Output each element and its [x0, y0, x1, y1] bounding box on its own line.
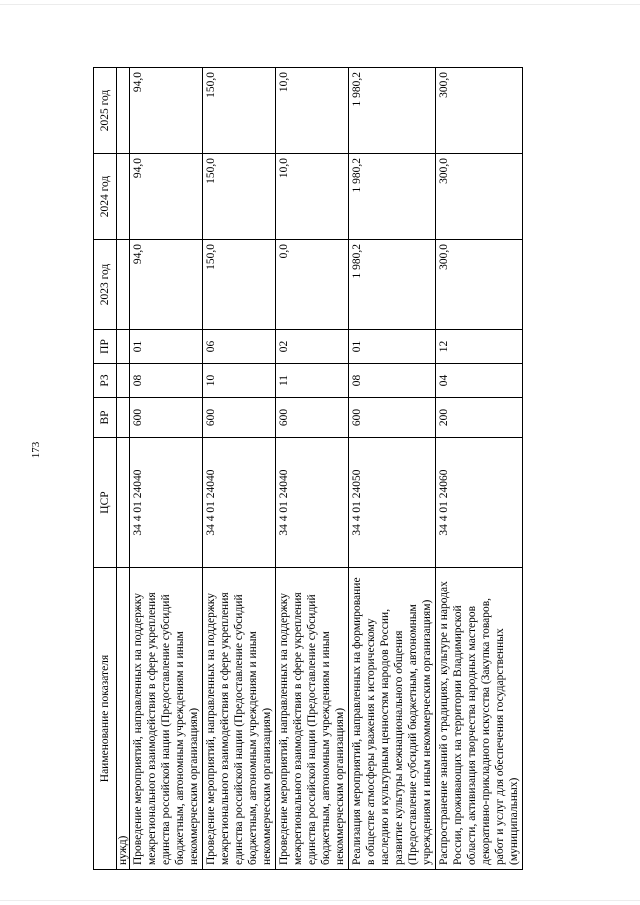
row-name: Распространение знаний о традициях, культуре и народах России, проживающих на территории Владимирской области, активизация творчества народных мастеров декоративно-прикладного искусства (Закупка товаров, работ и услуг для обеспечения государственных (муниципальных) — [436, 568, 523, 870]
row-2023: 300,0 — [436, 240, 523, 330]
row-csr: 34 4 01 24040 — [276, 438, 349, 568]
row-2025: 1 980,2 — [349, 68, 436, 154]
table-header — [94, 68, 117, 870]
header-pr: ПР — [94, 330, 117, 364]
row-vr: 600 — [276, 398, 349, 438]
continuation-cell — [117, 68, 130, 154]
table-row — [349, 68, 436, 870]
row-pr: 01 — [349, 330, 436, 364]
table-row — [203, 68, 276, 870]
header-2025: 2025 год — [94, 68, 117, 154]
continuation-cell — [117, 240, 130, 330]
row-vr: 600 — [203, 398, 276, 438]
header-2023: 2023 год — [94, 240, 117, 330]
table-row — [276, 68, 349, 870]
header-csr: ЦСР — [94, 438, 117, 568]
row-vr: 600 — [349, 398, 436, 438]
row-2025: 10,0 — [276, 68, 349, 154]
header-row — [94, 68, 117, 870]
row-2024: 150,0 — [203, 154, 276, 240]
header-2024: 2024 год — [94, 154, 117, 240]
row-2025: 150,0 — [203, 68, 276, 154]
continuation-cell — [117, 438, 130, 568]
row-pr: 01 — [130, 330, 203, 364]
row-2025: 94,0 — [130, 68, 203, 154]
continuation-row — [117, 68, 130, 870]
budget-table — [93, 67, 523, 870]
row-name: Проведение мероприятий, направленных на поддержку межрегионального взаимодействия в сфере укрепления единства российской нации (Предоставление субсидий бюджетным, автономным учреждениям и иным некоммерческим организациям) — [276, 568, 349, 870]
row-rz: 08 — [130, 364, 203, 398]
row-csr: 34 4 01 24040 — [203, 438, 276, 568]
row-name: Реализация мероприятий, направленных на формирование в обществе атмосферы уважения к историческому наследию и культурным ценностям народов России, развитие культуры межнационального общения (Предоставление субсидий бюджетным, автономным учреждениям и иным некоммерческим организациям) — [349, 568, 436, 870]
row-csr: 34 4 01 24050 — [349, 438, 436, 568]
row-rz: 11 — [276, 364, 349, 398]
row-2024: 10,0 — [276, 154, 349, 240]
rotated-table-container — [93, 68, 614, 870]
row-vr: 200 — [436, 398, 523, 438]
table-row — [130, 68, 203, 870]
continuation-cell — [117, 154, 130, 240]
row-pr: 06 — [203, 330, 276, 364]
row-2023: 1 980,2 — [349, 240, 436, 330]
table-body — [117, 68, 523, 870]
row-name: Проведение мероприятий, направленных на поддержку межрегионального взаимодействия в сфере укрепления единства российской нации (Предоставление субсидий бюджетным, автономным учреждениям и иным некоммерческим организациям) — [203, 568, 276, 870]
row-2024: 94,0 — [130, 154, 203, 240]
header-vr: ВР — [94, 398, 117, 438]
continuation-cell — [117, 364, 130, 398]
row-2025: 300,0 — [436, 68, 523, 154]
scan-artifact-bottom — [0, 900, 640, 901]
scan-artifact-top — [0, 4, 640, 5]
row-2023: 0,0 — [276, 240, 349, 330]
row-2024: 300,0 — [436, 154, 523, 240]
row-csr: 34 4 01 24060 — [436, 438, 523, 568]
header-rz: РЗ — [94, 364, 117, 398]
row-vr: 600 — [130, 398, 203, 438]
table-row — [436, 68, 523, 870]
row-rz: 10 — [203, 364, 276, 398]
header-name: Наименование показателя — [94, 568, 117, 870]
row-rz: 04 — [436, 364, 523, 398]
continuation-cell — [117, 398, 130, 438]
continuation-cell — [117, 330, 130, 364]
row-rz: 08 — [349, 364, 436, 398]
row-pr: 02 — [276, 330, 349, 364]
row-pr: 12 — [436, 330, 523, 364]
row-2024: 1 980,2 — [349, 154, 436, 240]
row-2023: 94,0 — [130, 240, 203, 330]
continuation-text: нужд) — [117, 568, 130, 870]
row-name: Проведение мероприятий, направленных на поддержку межрегионального взаимодействия в сфере укрепления единства российской нации (Предоставление субсидий бюджетным, автономным учреждениям и иным некоммерческим организациям) — [130, 568, 203, 870]
page-number: 173 — [30, 441, 42, 459]
row-2023: 150,0 — [203, 240, 276, 330]
row-csr: 34 4 01 24040 — [130, 438, 203, 568]
